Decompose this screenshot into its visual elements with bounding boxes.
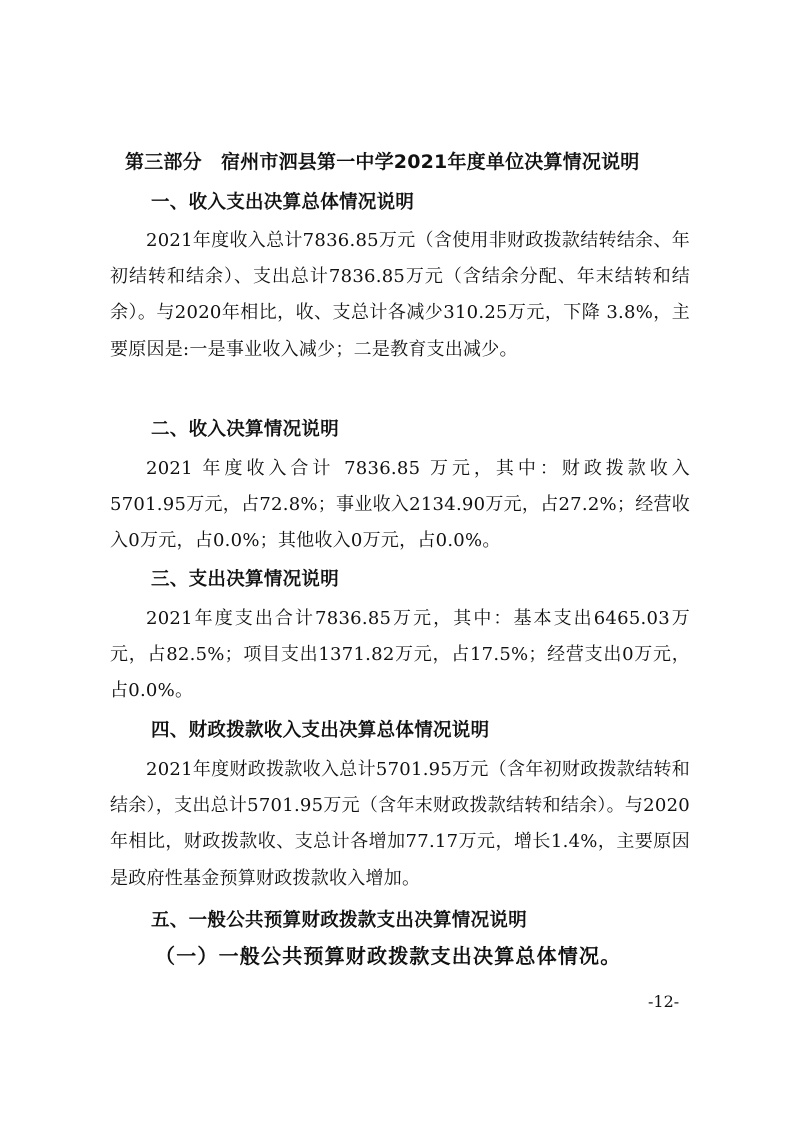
- section-heading-5: 五、一般公共预算财政拨款支出决算情况说明: [151, 910, 528, 931]
- page-number: -12-: [648, 992, 680, 1011]
- section-paragraph-4: 2021年度财政拨款收入总计5701.95万元（含年初财政拨款结转和结余），支出总计5701.95万元（含年末财政拨款结转和结余）。与2020年相比，财政拨款收、支总计各增加77.17万元，增长1.4%，主要原因是政府性基金预算财政拨款收入增加。: [110, 759, 690, 889]
- subsection-heading-1: （一）一般公共预算财政拨款支出决算总体情况。: [155, 944, 622, 968]
- section-heading-3: 三、支出决算情况说明: [151, 569, 340, 590]
- section-paragraph-2: 2021 年度收入合计 7836.85 万元，其中：财政拨款收入5701.95万元，占72.8%；事业收入2134.90万元，占27.2%；经营收入0万元，占0.0%；其他收入0万元，占0.0%。: [110, 458, 690, 552]
- section-paragraph-1: 2021年度收入总计7836.85万元（含使用非财政拨款结转结余、年初结转和结余）、支出总计7836.85万元（含结余分配、年末结转和结余）。与2020年相比，收、支总计各减少310.25万元，下降 3.8%，主要原因是:一是事业收入减少；二是教育支出减少。: [110, 230, 690, 360]
- section-paragraph-3: 2021年度支出合计7836.85万元，其中：基本支出6465.03万元，占82.5%；项目支出1371.82万元，占17.5%；经营支出0万元，占0.0%。: [110, 608, 690, 702]
- page-title: 第三部分 宿州市泗县第一中学2021年度单位决算情况说明: [125, 151, 640, 173]
- section-heading-4: 四、财政拨款收入支出决算总体情况说明: [151, 720, 490, 741]
- section-heading-2: 二、收入决算情况说明: [151, 419, 340, 440]
- section-heading-1: 一、收入支出决算总体情况说明: [151, 192, 415, 213]
